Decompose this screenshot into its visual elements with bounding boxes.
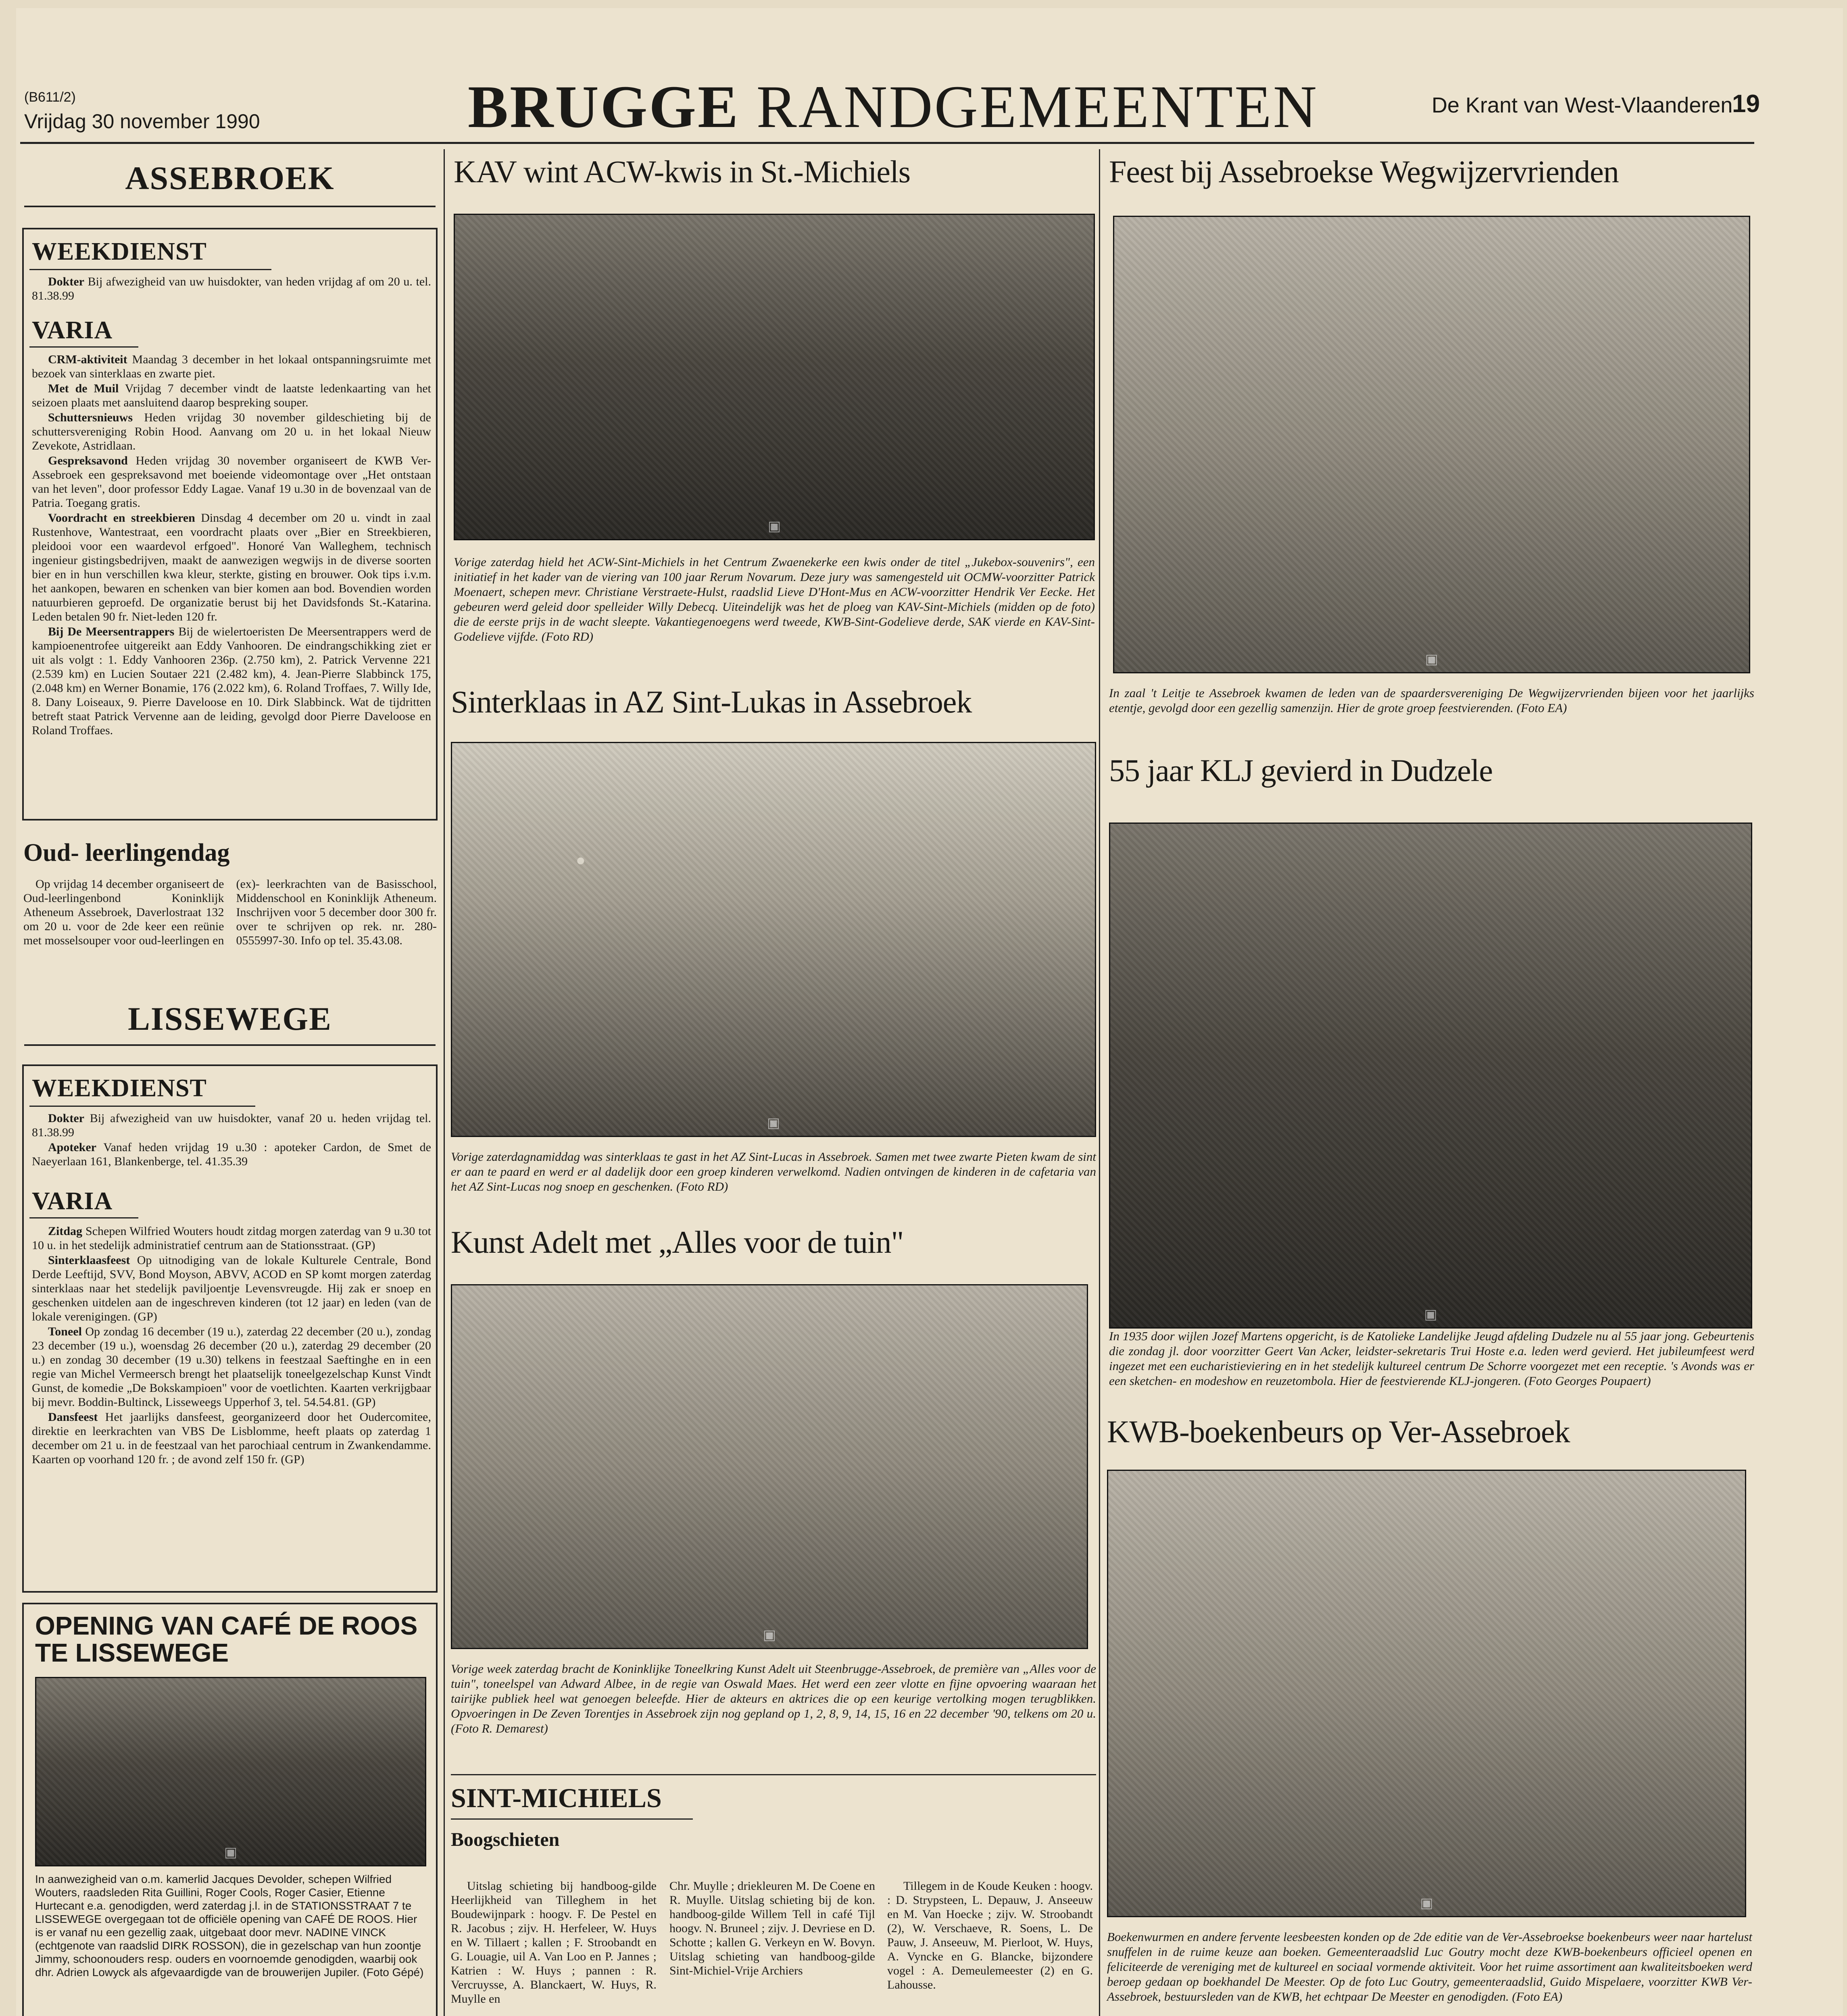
boogschieten-col1 [451, 1879, 657, 2007]
newspaper-name: De Krant van West-Vlaanderen [1432, 93, 1733, 117]
column-divider [444, 149, 445, 2016]
photo-icon: ▣ [763, 1627, 776, 1643]
oud-leerlingendag-text [23, 877, 437, 948]
rule [24, 1044, 436, 1046]
sinterklaas-headline: Sinterklaas in AZ Sint-Lukas in Assebroek [451, 684, 972, 719]
banner-light: RANDGEMEENTEN [756, 73, 1319, 140]
varia-item [32, 410, 431, 453]
banner-bold: BRUGGE [468, 73, 740, 140]
text: Heden vrijdag 30 november gildeschieting bij de schuttersvereniging Robin Hood. Aanvang om 20 u. in het lokaal Nieuw Zevekote, Astridlaan. [32, 411, 431, 452]
varia-item [32, 352, 431, 381]
lead: Sinterklaasfeest [48, 1254, 130, 1267]
varia-item [32, 625, 431, 737]
section-banner [468, 73, 1319, 140]
text: Heden vrijdag 30 november organiseert de KWB Ver-Assebroek een gespreksavond met boeiende videomontage over „Het ontstaan van het leven", door professor Eddy Lagae. Vanaf 19 u.30 in de bovenzaal van de Patria. Toegang gratis. [32, 454, 432, 510]
rule [29, 1106, 255, 1107]
text: Tillegem in de Koude Keuken : hoogv. : D. Strypsteen, L. Depauw, J. Anseeuw en M. Van Hoecke ; zijv. W. Stroobandt (2), W. Verschaeve, R. Soens, L. De Pauw, J. Anseeuw, M. Pierloot, W. Huys, A. Vyncke en G. Blancke, bijzondere vogel : A. Demeulemeester (2) en G. Lahousse. [887, 1879, 1093, 1991]
lead: Gespreksavond [48, 454, 128, 467]
assebroek-varia-items [32, 352, 431, 738]
lissewege-weekdienst-head: WEEKDIENST [32, 1075, 207, 1102]
assebroek-weekdienst-head: WEEKDIENST [32, 238, 207, 265]
wegwijzer-photo [1113, 216, 1750, 673]
klj-photo [1109, 823, 1752, 1329]
lissewege-box [22, 1064, 438, 1593]
oud-leerlingendag-head: Oud- leerlingendag [23, 839, 230, 866]
cafe-title: OPENING VAN CAFÉ DE ROOS TE LISSEWEGE [35, 1611, 418, 1668]
rule [24, 206, 436, 207]
photo-icon: ▣ [224, 1845, 238, 1860]
text: Bij afwezigheid van uw huisdokter, van heden vrijdag af om 20 u. tel. 81.38.99 [32, 275, 431, 302]
cafe-de-roos-box [22, 1603, 438, 2016]
lissewege-varia-head: VARIA [32, 1187, 113, 1215]
lead: Bij De Meersentrappers [48, 625, 175, 638]
text: Dinsdag 4 december om 20 u. vindt in zaal Rustenhove, Wantestraat, een voordracht plaats over „Bier en Streekbieren, pleidooi voor een waardevol erfgoed". Honoré Van Walleghem, technisch ingenieur gistingsbedrijven, maakt de aanwezigen wegwijs in de diverse soorten bier en in hun verschillen kwa kleur, sterkte, gisting en brouwer. Ook tips i.v.m. het aankopen, bewaren en schenken van bier komen aan bod. Bovendien worden natuurbieren geproefd. De organizatie berust bij het Davidsfonds St.-Katarina. Leden betalen 90 fr. Niet-leden 120 fr. [32, 511, 431, 623]
photo-icon: ▣ [1425, 652, 1438, 667]
kav-caption: Vorige zaterdag hield het ACW-Sint-Michiels in het Centrum Zwaenekerke een kwis onder de titel „Jukebox-souvenirs", een initiatief in het kader van de viering van 100 jaar Rerum Novarum. Deze jury was samengesteld uit OCMW-voorzitter Patrick Moenaert, schepen mevr. Christiane Verstraete-Hulst, raadslid Lieve D'Hont-Mus en ACW-voorzitter Hendrik Ver Eecke. Het gebeuren werd geleid door spelleider Willy Debecq. Uiteindelijk was het de ploeg van KAV-Sint-Michiels (midden op de foto) die de eerste prijs in de wacht sleepte. Vakantiegenoegens werd tweede, KWB-Sint-Godelieve derde, SAK vierde en KAV-Sint-Godelieve vijfde. (Foto RD) [454, 555, 1095, 644]
kav-photo [454, 214, 1095, 540]
varia-item [32, 1410, 431, 1466]
lissewege-weekdienst [32, 1111, 431, 1169]
boogschieten-col2 [669, 1879, 875, 1979]
kunst-caption: Vorige week zaterdag bracht de Koninklijke Toneelkring Kunst Adelt uit Steenbrugge-Assebroek, de première van „Alles voor de tuin", toneelspel van Adward Albee, in de regie van Oswald Maes. Het werd een zeer vlotte en fijne opvoering waaraan het tairijke publiek heel wat genoegen beleefde. Hier de akteurs en aktrices die op een keurige vertolking mogen terugblikken. Opvoeringen in De Zeven Torentjes in Assebroek zijn nog gepland op 1, 2, 8, 9, 14, 15, 16 en 22 december '90, telkens om 20 u. (Foto R. Demarest) [451, 1662, 1096, 1735]
sinterklaas-caption: Vorige zaterdagnamiddag was sinterklaas te gast in het AZ Sint-Lucas in Assebroek. Samen met twee zwarte Pieten kwam de sint er aan te paard en werd er al dadelijk door een groep kinderen verwelkomd. Nadien ontvingen de kinderen in de cafetaria van het AZ Sint-Lucas nog snoep en geschenken. (Foto RD) [451, 1150, 1096, 1193]
lissewege-title: LISSEWEGE [128, 1000, 332, 1037]
text: Vanaf heden vrijdag 19 u.30 : apoteker Cardon, de Smet de Naeyerlaan 161, Blankenberge, tel. 41.35.39 [32, 1141, 431, 1168]
lead: CRM-aktiviteit [48, 353, 127, 366]
text: Vrijdag 7 december vindt de laatste ledenkaarting van het seizoen plaats met aansluitend daarop bespreking souper. [32, 382, 432, 409]
assebroek-title: ASSEBROEK [125, 160, 335, 196]
kav-headline: KAV wint ACW-kwis in St.-Michiels [454, 154, 911, 189]
sint-michiels-title: SINT-MICHIELS [451, 1783, 662, 1813]
lead: Toneel [48, 1325, 82, 1338]
lead: Zitdag [48, 1225, 83, 1238]
boogschieten-col3 [887, 1879, 1093, 1993]
label: Dokter [48, 1112, 84, 1125]
kwb-headline: KWB-boekenbeurs op Ver-Assebroek [1107, 1414, 1570, 1449]
rule [29, 1217, 138, 1218]
varia-item [32, 381, 431, 410]
text: Chr. Muylle ; driekleuren M. De Coene en R. Muylle. Uitslag schieting bij de kon. handboog-gilde Willem Tell in café Tijl hoogv. N. Bruneel ; zijv. J. Devriese en D. Schotte ; kallen G. Verkeyn en W. Bovyn. Uitslag schieting van handboog-gilde Sint-Michiel-Vrije Archiers [669, 1879, 875, 1977]
varia-item [32, 1253, 431, 1324]
assebroek-weekdienst [32, 275, 431, 304]
varia-item [32, 1224, 431, 1252]
text: Op vrijdag 14 december organiseert de Oud-leerlingenbond Koninklijk Atheneum Assebroek, Daverlostraat 132 om 20 u. voor de 2de keer een reünie met mosselsouper voor oud-leerlingen en (ex)- leerkrachten van de Basisschool, Middenschool en Koninklijk Atheneum. Inschrijven voor 5 december door 300 fr. over te schrijven op rek. nr. 280-0555997-30. Info op tel. 35.43.08. [23, 877, 437, 947]
kunst-headline: Kunst Adelt met „Alles voor de tuin" [451, 1225, 904, 1260]
page-code: (B611/2) [24, 90, 76, 105]
cafe-photo [35, 1677, 426, 1866]
label: Apoteker [48, 1141, 96, 1154]
photo-icon: ▣ [767, 1115, 780, 1131]
lead: Dansfeest [48, 1410, 98, 1424]
photo-icon: ▣ [1420, 1895, 1433, 1911]
sinterklaas-photo [451, 742, 1096, 1137]
text: Het jaarlijks dansfeest, georganizeerd door het Oudercomitee, direktie en leerkrachten van VBS De Lisblomme, heeft plaats op zaterdag 1 december om 21 u. in de feestzaal van het parochiaal centrum in Zwankendamme. Kaarten op voorhand 120 fr. ; de avond zelf 150 fr. (GP) [32, 1410, 431, 1466]
text: Bij afwezigheid van uw huisdokter, vanaf 20 u. heden vrijdag tel. 81.38.99 [32, 1112, 432, 1139]
kunst-photo [451, 1284, 1088, 1649]
label: Dokter [48, 275, 84, 288]
boogschieten-head: Boogschieten [451, 1829, 560, 1850]
kwb-caption: Boekenwurmen en andere fervente leesbeesten konden op de 2de editie van de Ver-Assebroekse boekenbeurs weer naar hartelust snuffelen in de ruime keuze aan boeken. Gemeenteraadslid Luc Goutry mocht deze KWB-boekenbeurs officieel openen en feliciteerde de vereniging met de kultureel en sociaal vormende aktiviteit. Voor het ruime assortiment aan kwaliteitsboeken werd beroep gedaan op boekhandel De Meester. Op de foto Luc Goutry, gemeenteraadslid, Guido Mispelaere, voorzitter KWB Ver-Assebroek, bestuursleden van de KWB, het echtpaar De Meester en genodigden. (Foto EA) [1107, 1930, 1752, 2004]
column-divider [1099, 149, 1100, 2016]
rule [29, 269, 271, 270]
wegwijzer-caption: In zaal 't Leitje te Assebroek kwamen de leden van de spaardersvereniging De Wegwijzervrienden bijeen voor het jaarlijks etentje, gevolgd door een gezellig samenzijn. Hier de grote groep feestvierenden. (Foto EA) [1109, 686, 1754, 715]
photo-icon: ▣ [1424, 1307, 1437, 1322]
lead: Schuttersnieuws [48, 411, 133, 424]
varia-item [32, 511, 431, 624]
text: Op uitnodiging van de lokale Kulturele Centrale, Bond Derde Leeftijd, SVV, Bond Moyson, ABVV, ACOD en SP komt morgen zaterdag sinterklaas naar het stedelijk paviljoentje Levensvreugde. Hij zak er snoep en geschenken uitdelen aan de ingeschreven kinderen (tot 12 jaar) en leden (van de lokale verenigingen. (GP) [32, 1254, 431, 1323]
kwb-photo [1107, 1470, 1746, 1917]
text: Uitslag schieting bij handboog-gilde Heerlijkheid van Tilleghem in het Boudewijnpark : hoogv. F. De Pestel en R. Jacobus ; zijv. H. Herfeleer, W. Huys en W. Tillaert ; kallen ; F. Stroobandt en G. Louagie, uil A. Van Loo en P. Jannes ; Katrien : W. Huys ; pannen : R. Vercruysse, A. Blanckaert, W. Huys, R. Muylle en [451, 1879, 657, 2006]
lissewege-varia-items [32, 1224, 431, 1467]
varia-item [32, 454, 431, 510]
rule [29, 346, 138, 348]
cafe-caption: In aanwezigheid van o.m. kamerlid Jacques Devolder, schepen Wilfried Wouters, raadsleden Rita Guillini, Roger Cools, Roger Casier, Etienne Hurtecant e.a. genodigden, werd zaterdag j.l. in de STATIONSSTRAAT 7 te LISSEWEGE overgegaan tot de officiële opening van CAFÉ DE ROOS. Hier is er vanaf nu een gezellig zaak, uitgebaat door mevr. NADINE VINCK (echtgenote van raadslid DIRK ROSSON), die in gezelschap van hun zoontje Jimmy, schoonouders resp. ouders en voornoemde genodigden, waarbij ook dhr. Adrien Lowyck als afgevaardigde van de brouwerijen Jupiler. (Foto Gépé) [35, 1873, 424, 1979]
text: Op zondag 16 december (19 u.), zaterdag 22 december (20 u.), zondag 23 december (19 u.), woensdag 26 december (20 u.), zaterdag 29 december (20 u.) en zondag 30 december (19 u.30) telkens in feestzaal Saeftinghe en in een regie van Michel Vermeersch brengt het plaatselijk toneelgezelschap Kunst Vindt Gunst, de komedie „De Bokskampioen" voor de voetlichten. Kaarten verkrijgbaar bij mevr. Boddin-Bultinck, Lisseweegs Upperhof 3, tel. 54.54.81. (GP) [32, 1325, 431, 1409]
header-rule [20, 142, 1754, 144]
text: Schepen Wilfried Wouters houdt zitdag morgen zaterdag van 9 u.30 tot 10 u. in het stedelijk administratief centrum aan de Stationsstraat. (GP) [32, 1225, 431, 1252]
lead: Voordracht en streekbieren [48, 511, 195, 525]
varia-item [32, 1325, 431, 1409]
wegwijzer-headline: Feest bij Assebroekse Wegwijzervrienden [1109, 154, 1619, 189]
klj-headline: 55 jaar KLJ gevierd in Dudzele [1109, 753, 1493, 788]
text: Maandag 3 december in het lokaal ontspanningsruimte met bezoek van sinterklaas en zwarte piet. [32, 353, 431, 380]
rule [451, 1774, 1096, 1775]
assebroek-varia-head: VARIA [32, 317, 113, 344]
issue-date: Vrijdag 30 november 1990 [24, 110, 260, 133]
assebroek-box [22, 228, 438, 821]
photo-icon: ▣ [767, 519, 781, 534]
rule [451, 1818, 693, 1820]
page-number: 19 [1732, 90, 1760, 118]
text: Bij de wielertoeristen De Meersentrappers werd de kampioenentrofee uitgereikt aan Eddy Vanhooren. De eindrangschikking ziet er uit als volgt : 1. Eddy Vanhooren 236p. (2.750 km), 2. Patrick Vervenne 221 (2.539 km) en Lucien Soutaer 221 (2.482 km), 4. Jean-Pierre Slabbinck 175, (2.048 km) en Werner Bonamie, 176 (2.022 km), 6. Roland Troffaes, 7. Willy Ide, 8. Dany Loiseaux, 9. Pierre Daveloose en 10. Dirk Slabbinck. Wat de tijdritten betreft staat Patrick Vervenne aan de leiding, gevolgd door Pierre Daveloose en Roland Troffaes. [32, 625, 432, 737]
lead: Met de Muil [48, 382, 119, 395]
klj-caption: In 1935 door wijlen Jozef Martens opgericht, is de Katolieke Landelijke Jeugd afdeling Dudzele nu al 55 jaar jong. Gebeurtenis die zondag jl. door voorzitter Geert Van Acker, leidster-sekretaris Trui Hoste e.a. leden werd gevierd. Het jubileumfeest werd ingezet met een eucharistieviering en in het stedelijk kultureel centrum De Schorre voorgezet met een receptie. 's Avonds was er een sketchen- en modeshow en reuzetombola. Hier de feestvierende KLJ-jongeren. (Foto Georges Poupaert) [1109, 1329, 1754, 1388]
